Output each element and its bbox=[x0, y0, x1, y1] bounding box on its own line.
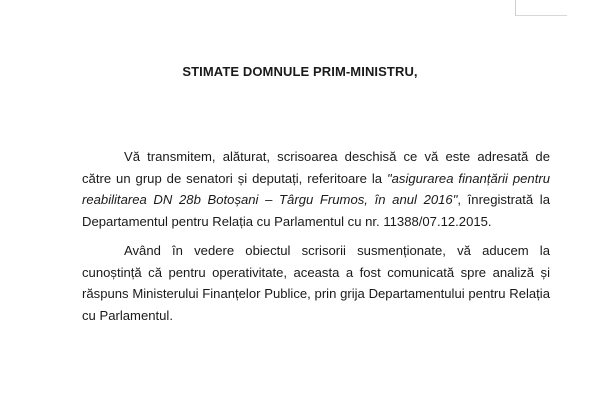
paragraph-transmittal-registration: , înregistrată la Departamentul pentru Relația cu Parlamentul cu nr. 11388/07.12.2015. bbox=[82, 192, 551, 229]
letter-subject-quote: "asigurarea finanțării pentru reabilitarea DN 28b Botoșani – Târgu Frumos, în anul 2016" bbox=[82, 170, 550, 207]
letter-body bbox=[82, 146, 550, 326]
paragraph-transmittal bbox=[82, 146, 550, 232]
corner-stamp-box bbox=[515, 0, 567, 16]
paragraph-transmittal-intro: Vă transmitem, alăturat, scrisoarea deschisă ce vă este adresată de către un grup de senatori și deputați, referitoare la bbox=[82, 149, 550, 186]
paragraph-forwarding: Având în vedere obiectul scrisorii susmenționate, vă aducem la cunoștință că pentru operativitate, aceasta a fost comunicată spre analiză și răspuns Ministerului Finanțelor Publice, prin grija Departamentului pentru Relația cu Parlamentul. bbox=[82, 243, 550, 323]
salutation-heading: STIMATE DOMNULE PRIM-MINISTRU, bbox=[182, 64, 418, 79]
